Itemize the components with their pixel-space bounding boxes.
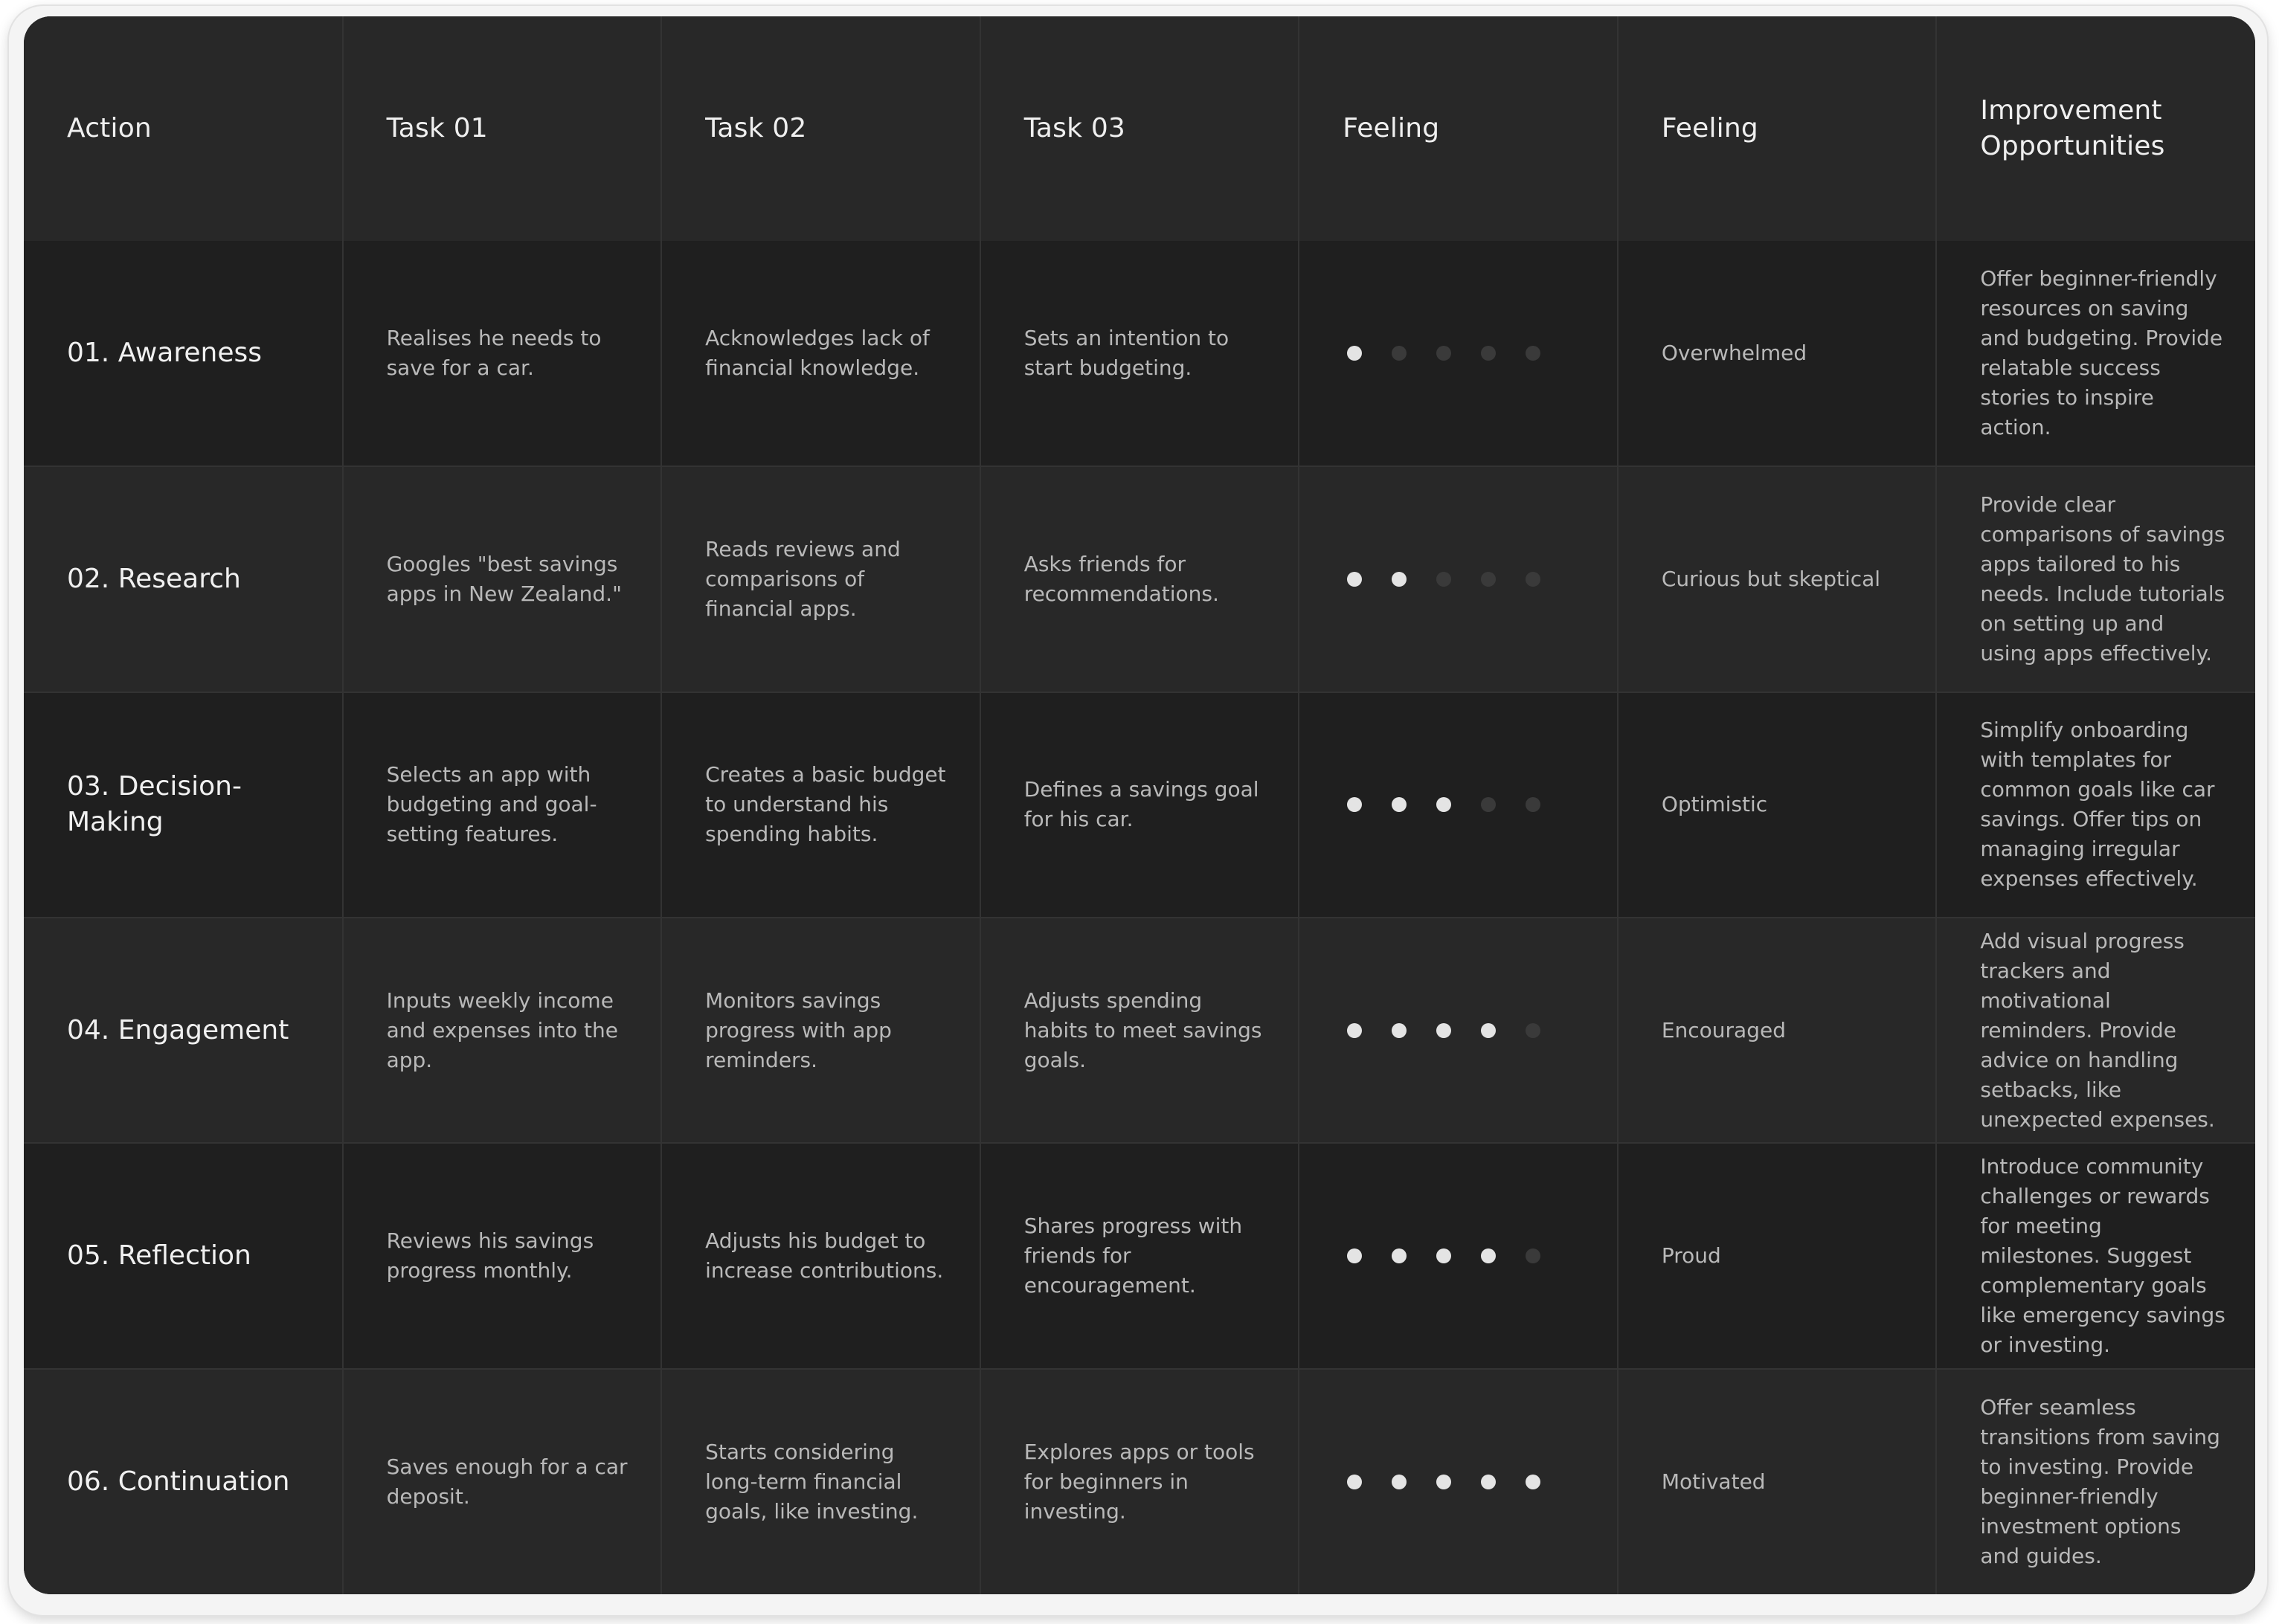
header-task-01: Task 01 (343, 16, 662, 241)
stage-label: 04. Engagement (24, 918, 343, 1143)
header-task-03: Task 03 (980, 16, 1299, 241)
feeling-rating-dots (1343, 1475, 1587, 1489)
journey-map-board (24, 16, 2255, 1594)
feeling-rating-dots (1343, 797, 1587, 812)
task-03-cell: Asks friends for recommendations. (980, 466, 1299, 692)
feeling-rating-dots (1343, 572, 1587, 587)
header-task-02: Task 02 (661, 16, 980, 241)
task-02-cell: Creates a basic budget to understand his spending habits. (661, 692, 980, 918)
rating-dot-empty (1481, 572, 1496, 587)
task-01-cell: Realises he needs to save for a car. (343, 241, 662, 466)
stage-label: 05. Reflection (24, 1143, 343, 1368)
task-03-cell: Sets an intention to start budgeting. (980, 241, 1299, 466)
rating-dot-filled (1436, 1023, 1451, 1038)
journey-map-table (24, 16, 2255, 1594)
rating-dot-empty (1392, 346, 1407, 361)
task-01-cell: Googles "best savings apps in New Zealand." (343, 466, 662, 692)
rating-dot-empty (1526, 346, 1540, 361)
feeling-cell: Motivated (1618, 1369, 1937, 1594)
improvement-cell: Simplify onboarding with templates for common goals like car savings. Offer tips on managing irregular expenses effectively. (1936, 692, 2255, 918)
task-03-cell: Defines a savings goal for his car. (980, 692, 1299, 918)
rating-dot-filled (1347, 1475, 1362, 1489)
task-03-cell: Shares progress with friends for encouragement. (980, 1143, 1299, 1368)
rating-dot-empty (1526, 1023, 1540, 1038)
improvement-cell: Provide clear comparisons of savings apps tailored to his needs. Include tutorials on setting up and using apps effectively. (1936, 466, 2255, 692)
rating-dot-filled (1347, 1248, 1362, 1263)
feeling-rating-cell (1299, 1143, 1618, 1368)
rating-dot-filled (1392, 572, 1407, 587)
rating-dot-filled (1436, 1475, 1451, 1489)
feeling-rating-dots (1343, 1023, 1587, 1038)
feeling-cell: Optimistic (1618, 692, 1937, 918)
task-02-cell: Adjusts his budget to increase contributions. (661, 1143, 980, 1368)
feeling-cell: Curious but skeptical (1618, 466, 1937, 692)
task-02-cell: Starts considering long-term financial goals, like investing. (661, 1369, 980, 1594)
feeling-rating-cell (1299, 1369, 1618, 1594)
rating-dot-filled (1526, 1475, 1540, 1489)
header-action: Action (24, 16, 343, 241)
header-row (24, 16, 2255, 241)
stage-label: 06. Continuation (24, 1369, 343, 1594)
header-feeling-rating: Feeling (1299, 16, 1618, 241)
improvement-cell: Introduce community challenges or rewards for meeting milestones. Suggest complementary goals like emergency savings or investing. (1936, 1143, 2255, 1368)
rating-dot-empty (1481, 797, 1496, 812)
feeling-rating-cell (1299, 692, 1618, 918)
rating-dot-filled (1481, 1023, 1496, 1038)
header-feeling: Feeling (1618, 16, 1937, 241)
rating-dot-filled (1347, 572, 1362, 587)
improvement-cell: Offer beginner-friendly resources on saving and budgeting. Provide relatable success stories to inspire action. (1936, 241, 2255, 466)
rating-dot-filled (1481, 1248, 1496, 1263)
stage-label: 02. Research (24, 466, 343, 692)
task-01-cell: Inputs weekly income and expenses into the app. (343, 918, 662, 1143)
task-01-cell: Selects an app with budgeting and goal-setting features. (343, 692, 662, 918)
stage-label: 03. Decision-Making (24, 692, 343, 918)
task-02-cell: Acknowledges lack of financial knowledge. (661, 241, 980, 466)
improvement-cell: Add visual progress trackers and motivational reminders. Provide advice on handling setbacks, like unexpected expenses. (1936, 918, 2255, 1143)
feeling-cell: Encouraged (1618, 918, 1937, 1143)
rating-dot-filled (1481, 1475, 1496, 1489)
task-01-cell: Reviews his savings progress monthly. (343, 1143, 662, 1368)
rating-dot-filled (1392, 797, 1407, 812)
rating-dot-filled (1392, 1023, 1407, 1038)
task-03-cell: Adjusts spending habits to meet savings goals. (980, 918, 1299, 1143)
feeling-cell: Overwhelmed (1618, 241, 1937, 466)
table-row (24, 1143, 2255, 1368)
header-improvement-opportunities: Improvement Opportunities (1936, 16, 2255, 241)
rating-dot-empty (1481, 346, 1496, 361)
task-02-cell: Monitors savings progress with app reminders. (661, 918, 980, 1143)
rating-dot-empty (1526, 572, 1540, 587)
table-row (24, 1369, 2255, 1594)
feeling-cell: Proud (1618, 1143, 1937, 1368)
table-row (24, 692, 2255, 918)
rating-dot-empty (1526, 1248, 1540, 1263)
feeling-rating-dots (1343, 346, 1587, 361)
task-01-cell: Saves enough for a car deposit. (343, 1369, 662, 1594)
feeling-rating-cell (1299, 918, 1618, 1143)
task-02-cell: Reads reviews and comparisons of financial apps. (661, 466, 980, 692)
rating-dot-empty (1436, 572, 1451, 587)
stage-label: 01. Awareness (24, 241, 343, 466)
rating-dot-filled (1347, 346, 1362, 361)
card-frame (9, 6, 2267, 1615)
rating-dot-filled (1436, 1248, 1451, 1263)
improvement-cell: Offer seamless transitions from saving to investing. Provide beginner-friendly investment options and guides. (1936, 1369, 2255, 1594)
task-03-cell: Explores apps or tools for beginners in investing. (980, 1369, 1299, 1594)
rating-dot-empty (1526, 797, 1540, 812)
feeling-rating-cell (1299, 241, 1618, 466)
table-row (24, 918, 2255, 1143)
rating-dot-filled (1436, 797, 1451, 812)
feeling-rating-cell (1299, 466, 1618, 692)
table-row (24, 241, 2255, 466)
rating-dot-filled (1392, 1248, 1407, 1263)
rating-dot-filled (1347, 797, 1362, 812)
rating-dot-empty (1436, 346, 1451, 361)
rating-dot-filled (1392, 1475, 1407, 1489)
feeling-rating-dots (1343, 1248, 1587, 1263)
table-row (24, 466, 2255, 692)
rating-dot-filled (1347, 1023, 1362, 1038)
